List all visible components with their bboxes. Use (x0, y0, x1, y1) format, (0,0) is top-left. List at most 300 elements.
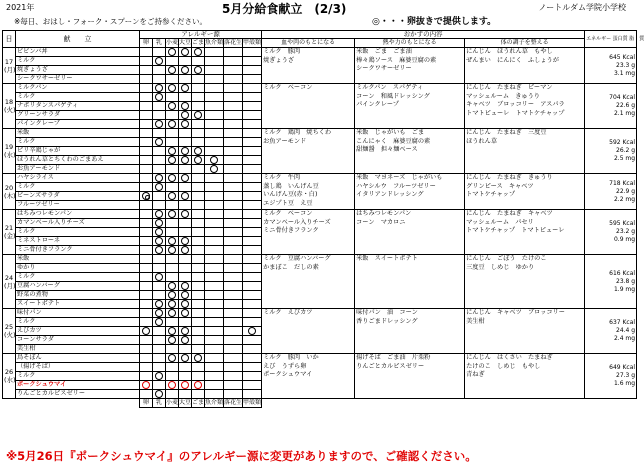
allergen-cell (224, 174, 243, 183)
allergen-cell (166, 156, 179, 165)
allergen-cell (166, 165, 179, 174)
allergen-cell (153, 183, 166, 192)
day-date: 24 (月) (3, 255, 16, 309)
allergen-cell (153, 273, 166, 282)
allergen-circle-icon (181, 309, 189, 317)
allergen-cell (140, 237, 153, 246)
allergen-cell (192, 165, 205, 174)
allergen-cell (224, 129, 243, 138)
allergen-cell (243, 336, 262, 345)
allergen-cell (179, 174, 192, 183)
dish-name: ピリ辛鶏じゃが (16, 147, 140, 156)
allergen-circle-icon (168, 354, 176, 362)
allergen-cell (166, 273, 179, 282)
allergen-circle-icon (155, 183, 163, 191)
allergen-cell (166, 264, 179, 273)
allergen-cell (153, 75, 166, 84)
allergen-circle-icon (168, 309, 176, 317)
allergen-cell (192, 183, 205, 192)
dish-name: コーンサラダ (16, 336, 140, 345)
header-menu: 献 立 (16, 31, 140, 48)
allergen-cell (166, 102, 179, 111)
ingredients-body: にんじん たまねぎ 三度豆 ほうれん草 (465, 129, 585, 174)
footer-allergen: 落花生 (224, 399, 243, 406)
allergen-cell (243, 201, 262, 210)
allergen-cell (166, 183, 179, 192)
allergen-cell (166, 120, 179, 129)
allergen-cell (179, 156, 192, 165)
allergen-cell (192, 129, 205, 138)
allergen-cell (140, 309, 153, 318)
allergen-cell (166, 282, 179, 291)
table-row (3, 129, 637, 138)
allergen-circle-icon (168, 246, 176, 254)
allergen-cell (192, 327, 205, 336)
allergen-cell (140, 255, 153, 264)
allergen-circle-icon (168, 156, 176, 164)
nutrition-values: 592 Kcal 26.2 g 2.5 mg (585, 129, 637, 174)
allergen-cell (205, 147, 224, 156)
allergen-cell (224, 210, 243, 219)
dish-name: ミネストローネ (16, 237, 140, 246)
allergen-circle-icon (181, 381, 189, 389)
allergen-cell (192, 282, 205, 291)
allergen-cell (192, 246, 205, 255)
allergen-cell (205, 48, 224, 57)
day-date: 18 (火) (3, 84, 16, 129)
allergen-cell (224, 138, 243, 147)
allergen-cell (243, 300, 262, 309)
allergen-cell (243, 318, 262, 327)
allergen-cell (140, 120, 153, 129)
school-name: ノートルダム学院小学校 (538, 3, 626, 12)
allergen-circle-icon (181, 246, 189, 254)
allergen-cell (153, 219, 166, 228)
allergen-circle-icon (181, 282, 189, 290)
allergen-cell (192, 66, 205, 75)
allergen-cell (140, 138, 153, 147)
allergen-cell (192, 318, 205, 327)
allergen-circle-icon (168, 381, 176, 389)
allergen-cell (179, 363, 192, 372)
allergen-cell (140, 219, 153, 228)
ingredients-heat: はちみつレモンパン コーン マカロニ (355, 210, 465, 255)
allergen-cell (205, 210, 224, 219)
allergen-circle-icon (155, 93, 163, 101)
allergen-cell (166, 201, 179, 210)
dish-name: パインクレープ (16, 120, 140, 129)
note-utensils: ※毎日、おはし・フォーク・スプーンをご持参ください。 (14, 17, 208, 26)
allergen-cell (166, 381, 179, 390)
allergen-circle-icon (168, 102, 176, 110)
allergen-cell (205, 300, 224, 309)
allergen-cell (243, 57, 262, 66)
allergen-cell (192, 93, 205, 102)
allergen-cell (192, 75, 205, 84)
allergen-cell (243, 291, 262, 300)
allergen-cell (153, 210, 166, 219)
allergen-circle-icon (181, 192, 189, 200)
allergen-cell (243, 327, 262, 336)
allergen-cell (179, 273, 192, 282)
allergen-cell (224, 381, 243, 390)
allergen-cell (153, 291, 166, 300)
allergen-cell (224, 345, 243, 354)
allergen-cell (153, 282, 166, 291)
allergen-circle-icon (181, 120, 189, 128)
allergen-cell (179, 336, 192, 345)
allergen-cell (166, 300, 179, 309)
allergen-cell (243, 111, 262, 120)
allergen-circle-icon (181, 336, 189, 344)
allergen-cell (243, 84, 262, 93)
allergen-cell (153, 318, 166, 327)
allergen-cell (140, 129, 153, 138)
allergen-cell (179, 291, 192, 300)
allergen-cell (224, 318, 243, 327)
allergen-cell (243, 219, 262, 228)
allergen-cell (243, 192, 262, 201)
allergen-cell (179, 255, 192, 264)
allergen-cell (153, 66, 166, 75)
table-row (3, 210, 637, 219)
allergen-cell (179, 390, 192, 399)
allergen-cell (179, 354, 192, 363)
allergy-change-notice: ※5月26日『ポークシュウマイ』のアレルギー源に変更がありますので、ご確認ください。 (6, 449, 477, 463)
allergen-cell (243, 237, 262, 246)
allergen-cell (179, 372, 192, 381)
allergen-cell (224, 273, 243, 282)
dish-name: 米飯 (16, 129, 140, 138)
allergen-cell (153, 363, 166, 372)
allergen-cell (224, 354, 243, 363)
allergen-cell (192, 57, 205, 66)
allergen-cell (192, 363, 205, 372)
dish-name: カマンベール入りチーズ (16, 219, 140, 228)
allergen-cell (153, 300, 166, 309)
header-allergen: 卵 (140, 39, 153, 48)
allergen-cell (192, 255, 205, 264)
allergen-cell (205, 66, 224, 75)
allergen-cell (243, 246, 262, 255)
dish-name: ハヤシライス (16, 174, 140, 183)
allergen-cell (153, 201, 166, 210)
allergen-cell (224, 192, 243, 201)
allergen-cell (192, 156, 205, 165)
header-blood: 血や肉のもとになる (262, 39, 355, 48)
allergen-circle-icon (181, 354, 189, 362)
footer-allergen: 小麦 (166, 399, 179, 406)
allergen-cell (166, 336, 179, 345)
allergen-cell (140, 183, 153, 192)
allergen-cell (243, 129, 262, 138)
allergen-cell (224, 237, 243, 246)
dish-name: ほうれん草とちくわのごまあえ (16, 156, 140, 165)
page-title: 5月分給食献立 (2/3) (222, 2, 347, 16)
allergen-cell (166, 93, 179, 102)
allergen-cell (243, 390, 262, 399)
allergen-cell (224, 372, 243, 381)
allergen-cell (224, 93, 243, 102)
footer-allergen: ごま (192, 399, 205, 406)
header-nutrition: エネルギー 蛋白質 脂 質 (585, 31, 637, 48)
nutrition-values: 704 Kcal 22.6 g 2.1 mg (585, 84, 637, 129)
allergen-cell (224, 165, 243, 174)
allergen-cell (140, 345, 153, 354)
allergen-cell (192, 219, 205, 228)
allergen-cell (192, 174, 205, 183)
allergen-cell (192, 120, 205, 129)
allergen-circle-icon (181, 102, 189, 110)
allergen-circle-icon (155, 84, 163, 92)
allergen-cell (205, 174, 224, 183)
allergen-cell (153, 111, 166, 120)
allergen-cell (140, 102, 153, 111)
dish-name: （揚げそば） (16, 363, 140, 372)
allergen-cell (205, 192, 224, 201)
allergen-cell (166, 318, 179, 327)
allergen-cell (243, 147, 262, 156)
table-row (3, 255, 637, 264)
allergen-cell (140, 390, 153, 399)
allergen-cell (224, 66, 243, 75)
allergen-circle-icon (168, 210, 176, 218)
allergen-circle-icon (155, 219, 163, 227)
allergen-cell (153, 102, 166, 111)
allergen-cell (205, 183, 224, 192)
allergen-cell (153, 174, 166, 183)
allergen-cell (205, 201, 224, 210)
allergen-cell (224, 102, 243, 111)
allergen-cell (205, 165, 224, 174)
allergen-cell (224, 111, 243, 120)
allergen-cell (166, 84, 179, 93)
allergen-cell (153, 336, 166, 345)
allergen-cell (179, 183, 192, 192)
table-row (3, 174, 637, 183)
allergen-cell (224, 363, 243, 372)
allergen-cell (153, 327, 166, 336)
allergen-cell (192, 138, 205, 147)
allergen-cell (224, 246, 243, 255)
allergen-cell (179, 327, 192, 336)
dish-name: ミルク (16, 318, 140, 327)
dish-name: スイートポテト (16, 300, 140, 309)
allergen-circle-icon (181, 210, 189, 218)
allergen-cell (179, 57, 192, 66)
dish-name: ミルク (16, 228, 140, 237)
allergen-cell (140, 318, 153, 327)
allergen-cell (153, 309, 166, 318)
header-allergen: 甲殻類 (243, 39, 262, 46)
allergen-cell (243, 75, 262, 84)
allergen-circle-icon (168, 291, 176, 299)
allergen-cell (224, 309, 243, 318)
allergen-circle-icon (168, 48, 176, 56)
allergen-cell (179, 48, 192, 57)
dish-name: りんごとカルピスゼリー (16, 390, 140, 399)
allergen-cell (140, 165, 153, 174)
allergen-circle-icon (181, 237, 189, 245)
allergen-cell (179, 66, 192, 75)
allergen-cell (205, 336, 224, 345)
allergen-cell (205, 84, 224, 93)
dish-name: 野菜の煮物 (16, 291, 140, 300)
allergen-circle-icon (194, 354, 202, 362)
allergen-cell (166, 363, 179, 372)
allergen-circle-icon (168, 300, 176, 308)
allergen-cell (205, 111, 224, 120)
allergen-cell (153, 120, 166, 129)
allergen-cell (205, 93, 224, 102)
allergen-cell (224, 282, 243, 291)
footer-allergen: 甲殻類 (243, 399, 262, 406)
allergen-cell (224, 75, 243, 84)
allergen-circle-icon (155, 228, 163, 236)
ingredients-body: にんじん たまねぎ キャベツ マッシュルーム パセリ トマトケチャップ トマトピューレ (465, 210, 585, 255)
allergen-cell (243, 345, 262, 354)
allergen-cell (166, 138, 179, 147)
allergen-cell (224, 264, 243, 273)
day-date: 17 (月) (3, 48, 16, 84)
header-body: 体の調子を整える (465, 39, 585, 48)
nutrition-values: 637 Kcal 24.4 g 2.4 mg (585, 309, 637, 354)
allergen-circle-icon (168, 120, 176, 128)
allergen-cell (243, 255, 262, 264)
nutrition-values: 718 Kcal 22.9 g 2.2 mg (585, 174, 637, 210)
allergen-cell (205, 156, 224, 165)
allergen-cell (179, 93, 192, 102)
allergen-cell (224, 147, 243, 156)
dish-name: ミルク (16, 273, 140, 282)
table-row (3, 354, 637, 363)
allergen-cell (243, 282, 262, 291)
allergen-cell (166, 129, 179, 138)
allergen-circle-icon (194, 156, 202, 164)
allergen-footer-row (3, 399, 637, 408)
allergen-cell (205, 237, 224, 246)
allergen-cell (166, 345, 179, 354)
header-allergen: 乳 (153, 39, 166, 48)
allergen-cell (140, 228, 153, 237)
allergen-cell (153, 57, 166, 66)
table-row (3, 48, 637, 57)
allergen-cell (153, 372, 166, 381)
allergen-cell (153, 48, 166, 57)
allergen-circle-icon (181, 84, 189, 92)
ingredients-blood: ミルク ベーコン カマンベール入りチーズ ミニ骨付きフランク (262, 210, 355, 255)
ingredients-body: にんじん ほうれん草 もやし ぜんまい にんにく ふしょうが (465, 48, 585, 84)
dish-name: 美生柑 (16, 345, 140, 354)
allergen-cell (205, 363, 224, 372)
allergen-cell (192, 228, 205, 237)
allergen-cell (166, 66, 179, 75)
allergen-cell (153, 147, 166, 156)
dish-name: お魚アーモンド (16, 165, 140, 174)
allergen-cell (166, 390, 179, 399)
allergen-cell (140, 156, 153, 165)
allergen-cell (243, 138, 262, 147)
allergen-cell (153, 84, 166, 93)
allergen-cell (166, 255, 179, 264)
allergen-cell (179, 102, 192, 111)
allergen-cell (243, 93, 262, 102)
ingredients-heat: 米飯 マヨネーズ じゃがいも ハヤシルウ フルーツゼリー イタリアンドレッシング (355, 174, 465, 210)
allergen-cell (243, 174, 262, 183)
header-allergy-group: アレルギー源 (140, 31, 262, 39)
dish-name: ミルク (16, 57, 140, 66)
allergen-cell (205, 291, 224, 300)
allergen-cell (192, 291, 205, 300)
dish-name: 米飯 (16, 255, 140, 264)
allergen-cell (179, 84, 192, 93)
allergen-circle-icon (155, 174, 163, 182)
allergen-circle-icon (155, 372, 163, 380)
allergen-circle-icon (155, 237, 163, 245)
allergen-cell (205, 120, 224, 129)
allergen-cell (192, 237, 205, 246)
allergen-circle-icon (168, 327, 176, 335)
allergen-cell (179, 129, 192, 138)
dish-name: ミルク (16, 372, 140, 381)
allergen-circle-icon (181, 291, 189, 299)
allergen-cell (205, 327, 224, 336)
allergen-circle-icon (155, 318, 163, 326)
allergen-cell (192, 84, 205, 93)
allergen-cell (166, 354, 179, 363)
allergen-cell (192, 300, 205, 309)
header-allergen: 魚介類 (205, 39, 224, 46)
allergen-cell (179, 318, 192, 327)
footer-spacer (262, 399, 637, 408)
allergen-cell (192, 372, 205, 381)
allergen-cell (205, 345, 224, 354)
dish-name: ナポリタンスパゲティ (16, 102, 140, 111)
allergen-circle-icon (181, 327, 189, 335)
footer-allergen: 乳 (153, 399, 166, 408)
allergen-circle-icon (168, 84, 176, 92)
allergen-cell (153, 93, 166, 102)
allergen-cell (243, 228, 262, 237)
allergen-cell (179, 138, 192, 147)
allergen-cell (243, 102, 262, 111)
egg-free-double-circle-icon (142, 192, 150, 200)
allergen-cell (179, 201, 192, 210)
allergen-cell (243, 381, 262, 390)
dish-name: ミニ骨付きフランク (16, 246, 140, 255)
allergen-circle-icon (194, 381, 202, 389)
allergen-circle-icon (248, 327, 256, 335)
allergen-cell (153, 192, 166, 201)
note-egg-free: ◎・・・卵抜きで提供します。 (372, 17, 497, 27)
day-date: 21 (金) (3, 210, 16, 255)
ingredients-blood: ミルク 牛肉 蒸し鶏 いんげん豆 いんげん豆(赤・白) エジプト豆 え豆 (262, 174, 355, 210)
allergen-circle-icon (168, 147, 176, 155)
allergen-circle-icon (155, 246, 163, 254)
dish-name: ミルク (16, 183, 140, 192)
allergen-cell (205, 309, 224, 318)
ingredients-heat: 揚げそば ごま油 片栗粉 りんごとカルピスゼリー (355, 354, 465, 399)
ingredients-heat: ミルクパン スパゲティ コーン 和風ドレッシング パインクレープ (355, 84, 465, 129)
allergen-cell (224, 336, 243, 345)
allergen-cell (205, 228, 224, 237)
allergen-cell (140, 264, 153, 273)
ingredients-blood: ミルク ベーコン (262, 84, 355, 129)
allergen-cell (192, 345, 205, 354)
allergen-cell (192, 336, 205, 345)
dish-name: 焼ぎょうざ (16, 66, 140, 75)
allergen-circle-icon (181, 174, 189, 182)
